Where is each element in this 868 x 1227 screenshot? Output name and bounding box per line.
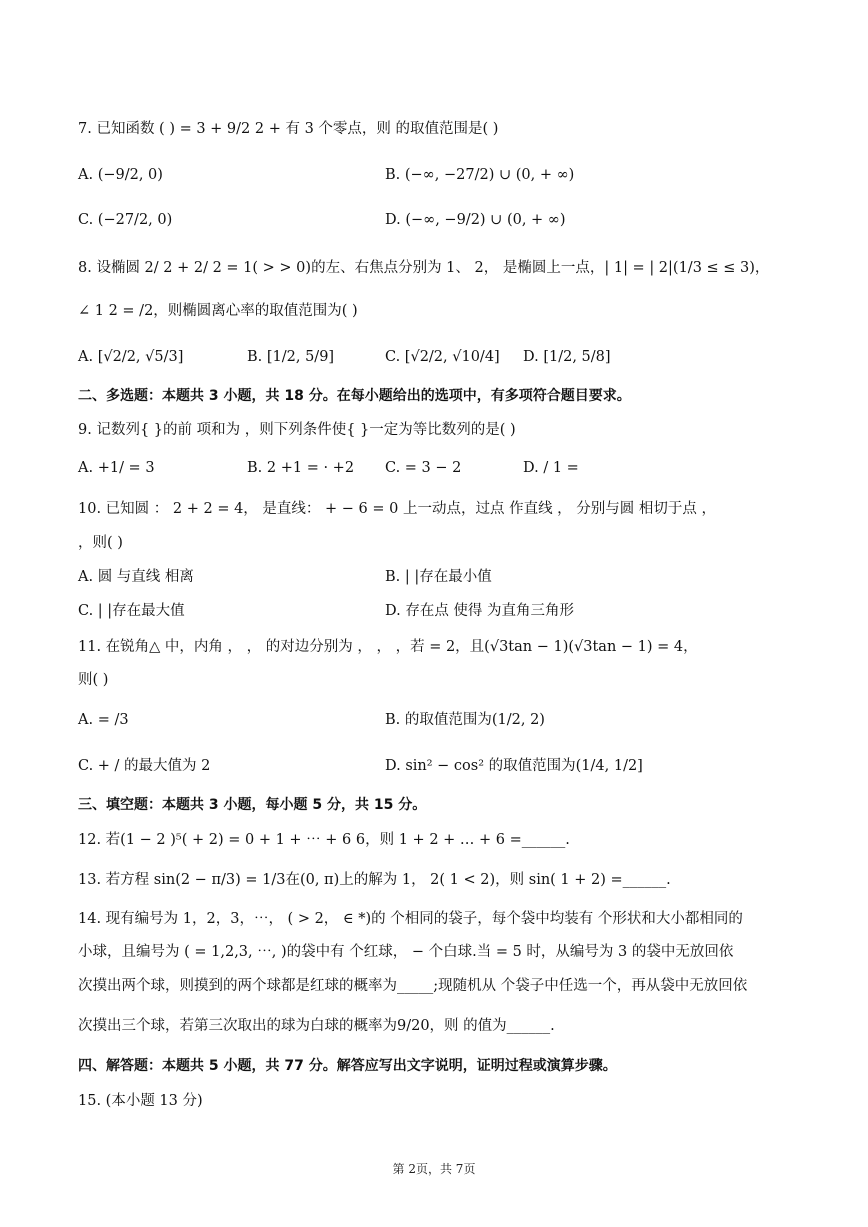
section-heading-solutions: 四、解答题：本题共 5 小题，共 77 分。解答应写出文字说明，证明过程或演算步骤。 xyxy=(78,1058,617,1074)
q7-option-d: D. (−∞, −9/2) ∪ (0, + ∞) xyxy=(385,212,566,228)
q10-option-c: C. | |存在最大值 xyxy=(78,603,185,619)
q8-option-a: A. [√2/2, √5/3] xyxy=(78,349,184,365)
q7-option-b: B. (−∞, −27/2) ∪ (0, + ∞) xyxy=(385,167,575,183)
q8-stem-line1: 8. 设椭圆 2/ 2 + 2/ 2 = 1( > > 0)的左、右焦点分别为 1、 2， 是椭圆上一点，| 1| = | 2|(1/3 ≤ ≤ 3)， xyxy=(78,260,770,276)
q7-stem: 7. 已知函数 ( ) = 3 + 9/2 2 + 有 3 个零点，则 的取值范围是( ) xyxy=(78,121,499,137)
q12-stem: 12. 若(1 − 2 )⁵( + 2) = 0 + 1 + ⋯ + 6 6，则 1 + 2 + … + 6 =______. xyxy=(78,832,570,848)
q11-stem-line2: 则( ) xyxy=(78,672,109,688)
q13-stem: 13. 若方程 sin(2 − π/3) = 1/3在(0, π)上的解为 1， 2( 1 < 2)，则 sin( 1 + 2) =______. xyxy=(78,872,671,888)
q8-stem-line2: ∠ 1 2 = /2，则椭圆离心率的取值范围为( ) xyxy=(78,303,358,319)
q11-stem-line1: 11. 在锐角△ 中，内角 ， ， 的对边分别为 ， ， ，若 = 2，且(√3tan − 1)(√3tan − 1) = 4， xyxy=(78,639,698,655)
q9-option-c: C. = 3 − 2 xyxy=(385,460,462,476)
q14-line1: 14. 现有编号为 1，2，3，⋯， ( > 2， ∈ *)的 个相同的袋子，每个袋中均装有 个形状和大小都相同的 xyxy=(78,911,743,927)
q9-stem: 9. 记数列{ }的前 项和为 ，则下列条件使{ }一定为等比数列的是( ) xyxy=(78,422,516,438)
q7-option-c: C. (−27/2, 0) xyxy=(78,212,173,228)
q11-option-b: B. 的取值范围为(1/2, 2) xyxy=(385,712,545,728)
section-heading-multiple-choice: 二、多选题：本题共 3 小题，共 18 分。在每小题给出的选项中，有多项符合题目要求。 xyxy=(78,388,631,404)
q15-heading: 15. (本小题 13 分) xyxy=(78,1093,203,1109)
q11-option-d: D. sin² − cos² 的取值范围为(1/4, 1/2] xyxy=(385,758,643,774)
q9-option-b: B. 2 +1 = · +2 xyxy=(247,460,355,476)
q14-line4: 次摸出三个球，若第三次取出的球为白球的概率为9/20，则 的值为______. xyxy=(78,1018,555,1034)
section-heading-fill-in: 三、填空题：本题共 3 小题，每小题 5 分，共 15 分。 xyxy=(78,797,427,813)
q9-option-a: A. +1/ = 3 xyxy=(78,460,155,476)
q10-option-b: B. | |存在最小值 xyxy=(385,569,492,585)
q7-option-a: A. (−9/2, 0) xyxy=(78,167,163,183)
q8-option-c: C. [√2/2, √10/4] xyxy=(385,349,500,365)
q9-option-d: D. / 1 = xyxy=(523,460,579,476)
q8-option-d: D. [1/2, 5/8] xyxy=(523,349,611,365)
q11-option-c: C. + / 的最大值为 2 xyxy=(78,758,211,774)
q10-option-a: A. 圆 与直线 相离 xyxy=(78,569,194,585)
q14-line3: 次摸出两个球，则摸到的两个球都是红球的概率为_____;现随机从 个袋子中任选一个，再从袋中无放回依 xyxy=(78,978,748,994)
q10-stem-line1: 10. 已知圆 ： 2 + 2 = 4， 是直线： + − 6 = 0 上一动点，过点 作直线 ， 分别与圆 相切于点 ， xyxy=(78,501,717,517)
page-footer: 第 2页，共 7页 xyxy=(392,1162,476,1176)
q11-option-a: A. = /3 xyxy=(78,712,129,728)
q14-line2: 小球，且编号为 ( = 1,2,3, ⋯, )的袋中有 个红球， − 个白球.当 = 5 时，从编号为 3 的袋中无放回依 xyxy=(78,944,734,960)
q10-option-d: D. 存在点 使得 为直角三角形 xyxy=(385,603,575,619)
q8-option-b: B. [1/2, 5/9] xyxy=(247,349,335,365)
q10-stem-line2: ，则( ) xyxy=(78,535,123,551)
